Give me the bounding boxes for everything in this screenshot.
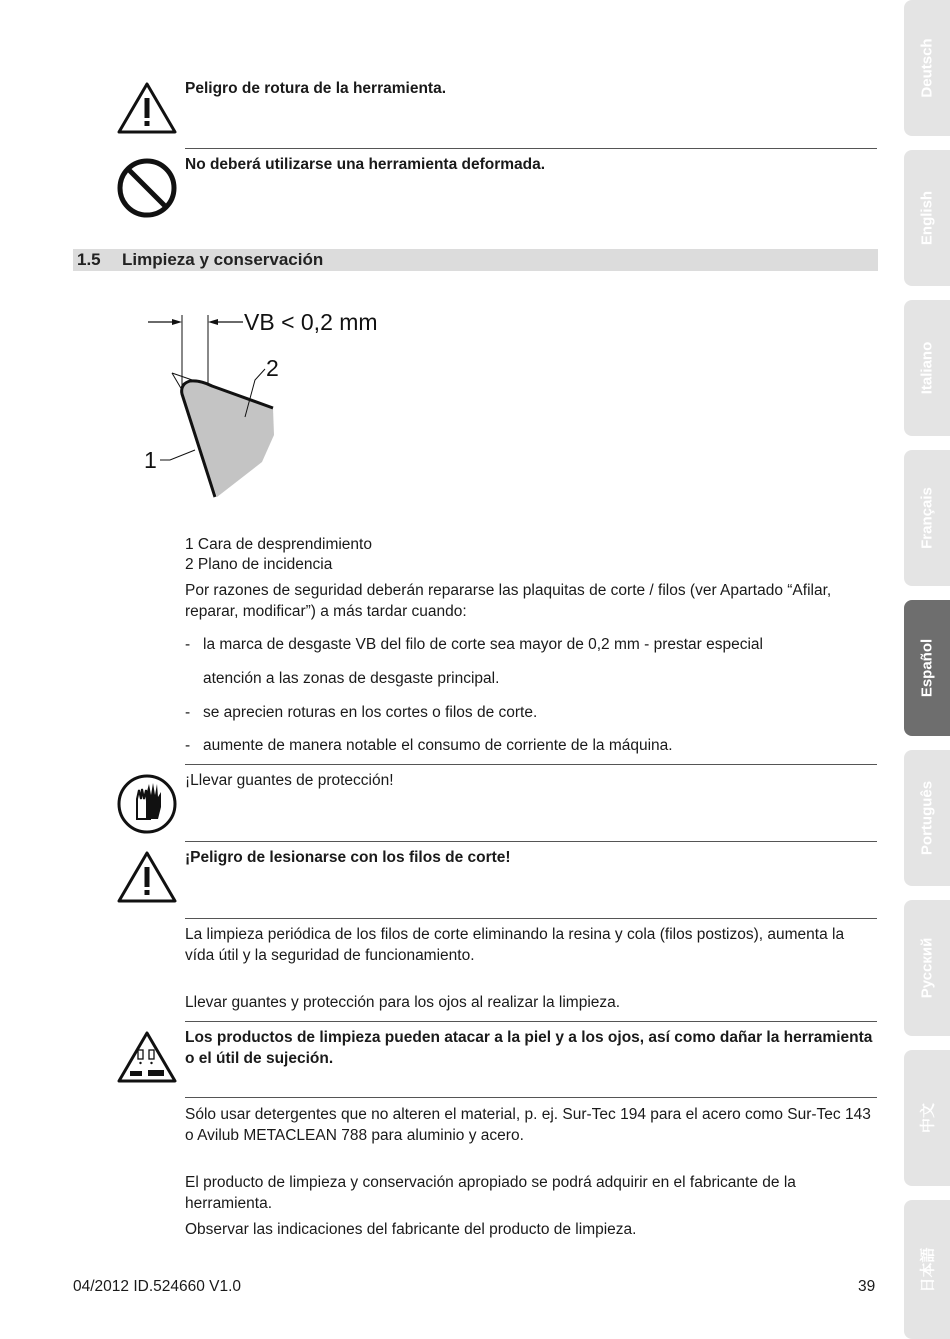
section-number: 1.5 <box>77 250 101 269</box>
legend-item-1: 1 Cara de desprendimiento <box>185 536 372 553</box>
warning-no-deformed: No deberá utilizarse una herramienta deformada. <box>185 156 546 173</box>
section-header <box>73 249 878 271</box>
tab-label: Español <box>918 638 936 698</box>
tab-english[interactable] <box>904 150 950 286</box>
tab-portugues[interactable] <box>904 750 950 886</box>
warning-triangle-icon <box>116 850 178 904</box>
wear-mark-diagram <box>140 300 410 505</box>
instructions-paragraph: Observar las indicaciones del fabricante del producto de limpieza. <box>185 1221 637 1238</box>
tab-deutsch[interactable] <box>904 0 950 136</box>
legend-item-2: 2 Plano de incidencia <box>185 556 333 573</box>
divider <box>185 1097 877 1098</box>
diagram-label-2: 2 <box>266 355 279 381</box>
gloves-icon <box>116 773 178 835</box>
tab-label: Deutsch <box>918 38 936 98</box>
tab-francais[interactable] <box>904 450 950 586</box>
tab-label: Italiano <box>918 341 936 395</box>
tab-label: Русский <box>918 937 936 999</box>
language-tabs <box>904 0 950 1339</box>
warning-gloves: ¡Llevar guantes de protección! <box>185 772 394 789</box>
tab-japanese[interactable] <box>904 1200 950 1339</box>
bullet-1-line-2: atención a las zonas de desgaste principal. <box>203 670 500 687</box>
divider <box>185 918 877 919</box>
divider <box>185 1021 877 1022</box>
bullet-3: aumente de manera notable el consumo de corriente de la máquina. <box>203 737 673 754</box>
footer-doc-id: 04/2012 ID.524660 V1.0 <box>73 1278 242 1295</box>
bullet-marker: - <box>185 704 191 721</box>
tab-label: English <box>918 190 936 246</box>
warning-cleaning-products: Los productos de limpieza pueden atacar a la piel y a los ojos, así como dañar la herramienta o el útil de sujeción. <box>185 1029 873 1067</box>
cleaning-paragraph: La limpieza periódica de los filos de corte eliminando la resina y cola (filos postizos), aumenta la vída útil y la seguridad de funcionamiento. <box>185 926 845 964</box>
tab-italiano[interactable] <box>904 300 950 436</box>
divider <box>185 841 877 842</box>
warning-triangle-icon <box>116 81 178 135</box>
bullet-marker: - <box>185 737 191 754</box>
tab-espanol[interactable] <box>904 600 950 736</box>
detergents-paragraph: Sólo usar detergentes que no alteren el material, p. ej. Sur-Tec 194 para el acero como Sur-Tec 143 o Avilub METACLEAN 788 para aluminio y acero. <box>185 1106 871 1144</box>
divider <box>185 764 877 765</box>
section-title: Limpieza y conservación <box>122 250 324 269</box>
tab-label: Português <box>918 780 936 856</box>
corrosive-warning-icon <box>116 1030 178 1084</box>
bullet-1-line-1: la marca de desgaste VB del filo de corte sea mayor de 0,2 mm - prestar especial <box>203 636 763 653</box>
tab-label: 中文 <box>919 1102 937 1134</box>
supplier-paragraph: El producto de limpieza y conservación apropiado se podrá adquirir en el fabricante de la herramienta. <box>185 1174 796 1212</box>
bullet-2: se aprecien roturas en los cortes o filos de corte. <box>203 704 538 721</box>
tab-russian[interactable] <box>904 900 950 1036</box>
gloves-paragraph: Llevar guantes y protección para los ojos al realizar la limpieza. <box>185 994 621 1011</box>
warning-tool-break: Peligro de rotura de la herramienta. <box>185 80 446 97</box>
tab-label: 日本語 <box>919 1246 937 1293</box>
intro-paragraph: Por razones de seguridad deberán repararse las plaquitas de corte / filos (ver Apartado “Afilar, reparar, modificar”) a más tardar cuando: <box>185 582 832 620</box>
divider <box>185 148 877 149</box>
diagram-label-1: 1 <box>144 447 157 473</box>
page-number: 39 <box>858 1278 876 1295</box>
diagram-vb-label: VB < 0,2 mm <box>244 309 378 335</box>
prohibition-icon <box>116 157 178 219</box>
tab-label: Français <box>918 487 936 549</box>
tab-chinese[interactable] <box>904 1050 950 1186</box>
bullet-marker: - <box>185 636 191 653</box>
warning-cut-injury: ¡Peligro de lesionarse con los filos de corte! <box>185 849 511 866</box>
